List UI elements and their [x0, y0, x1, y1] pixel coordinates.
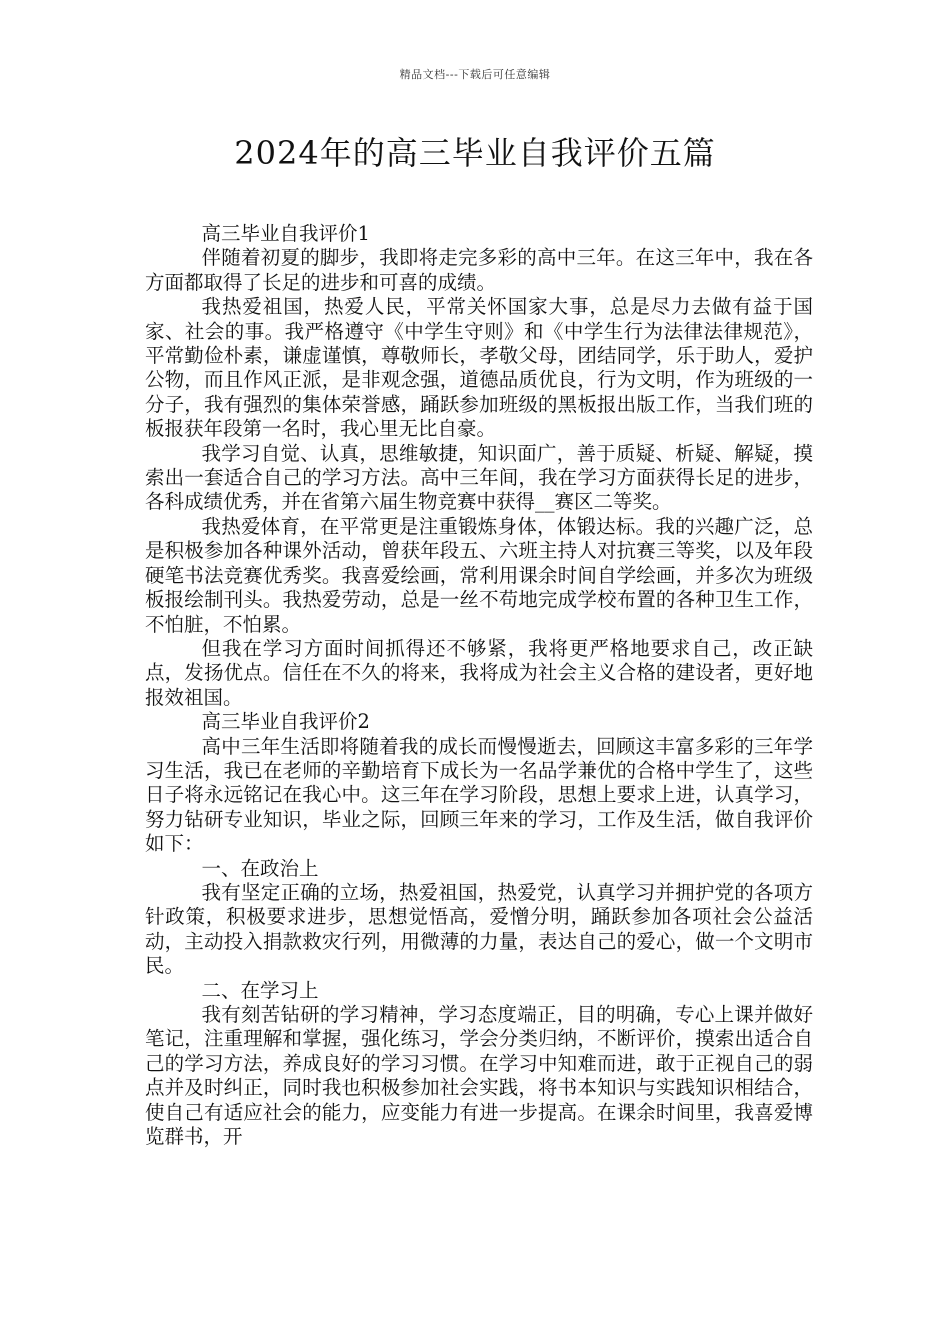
paragraph: 但我在学习方面时间抓得还不够紧，我将更严格地要求自己，改正缺点，发扬优点。信任在不久的将来，我将成为社会主义合格的建设者，更好地报效祖国。 — [145, 636, 813, 709]
page-header-note: 精品文档---下载后可任意编辑 — [399, 68, 551, 81]
section-heading-2: 高三毕业自我评价2 — [201, 710, 370, 734]
paragraph: 我有刻苦钻研的学习精神，学习态度端正，目的明确，专心上课并做好笔记，注重理解和掌握，强化练习，学会分类归纳，不断评价，摸索出适合自己的学习方法，养成良好的学习习惯。在学习中知难而进，敢于正视自己的弱点并及时纠正，同时我也积极参加社会实践，将书本知识与实践知识相结合，使自己有适应社会的能力，应变能力有进一步提高。在课余时间里，我喜爱博览群书，开 — [145, 1003, 813, 1149]
document-body — [145, 222, 813, 1149]
paragraph: 伴随着初夏的脚步，我即将走完多彩的高中三年。在这三年中，我在各方面都取得了长足的进步和可喜的成绩。 — [145, 246, 813, 294]
subheading-study: 二、在学习上 — [201, 978, 319, 1002]
document-title: 2024年的高三毕业自我评价五篇 — [234, 134, 716, 172]
paragraph: 我热爱祖国，热爱人民，平常关怀国家大事，总是尽力去做有益于国家、社会的事。我严格遵守《中学生守则》和《中学生行为法律法律规范》，平常勤俭朴素，谦虚谨慎，尊敬师长，孝敬父母，团结同学，乐于助人，爱护公物，而且作风正派，是非观念强，道德品质优良，行为文明，作为班级的一分子，我有强烈的集体荣誉感，踊跃参加班级的黑板报出版工作，当我们班的板报获年段第一名时，我心里无比自豪。 — [145, 295, 813, 441]
paragraph: 我学习自觉、认真，思维敏捷，知识面广，善于质疑、析疑、解疑，摸索出一套适合自己的学习方法。高中三年间，我在学习方面获得长足的进步，各科成绩优秀，并在省第六届生物竞赛中获得__赛区二等奖。 — [145, 441, 813, 514]
paragraph: 高中三年生活即将随着我的成长而慢慢逝去，回顾这丰富多彩的三年学习生活，我已在老师的辛勤培育下成长为一名品学兼优的合格中学生了，这些日子将永远铭记在我心中。这三年在学习阶段，思想上要求上进，认真学习，努力钻研专业知识，毕业之际，回顾三年来的学习，工作及生活，做自我评价如下： — [145, 734, 813, 856]
paragraph: 我热爱体育，在平常更是注重锻炼身体，体锻达标。我的兴趣广泛，总是积极参加各种课外活动，曾获年段五、六班主持人对抗赛三等奖，以及年段硬笔书法竞赛优秀奖。我喜爱绘画，常利用课余时间自学绘画，并多次为班级板报绘制刊头。我热爱劳动，总是一丝不苟地完成学校布置的各种卫生工作，不怕脏，不怕累。 — [145, 514, 813, 636]
paragraph: 我有坚定正确的立场，热爱祖国，热爱党，认真学习并拥护党的各项方针政策，积极要求进步，思想觉悟高，爱憎分明，踊跃参加各项社会公益活动，主动投入捐款救灾行列，用微薄的力量，表达自己的爱心，做一个文明市民。 — [145, 880, 813, 978]
subheading-politics: 一、在政治上 — [201, 856, 319, 880]
section-heading-1: 高三毕业自我评价1 — [201, 222, 370, 245]
